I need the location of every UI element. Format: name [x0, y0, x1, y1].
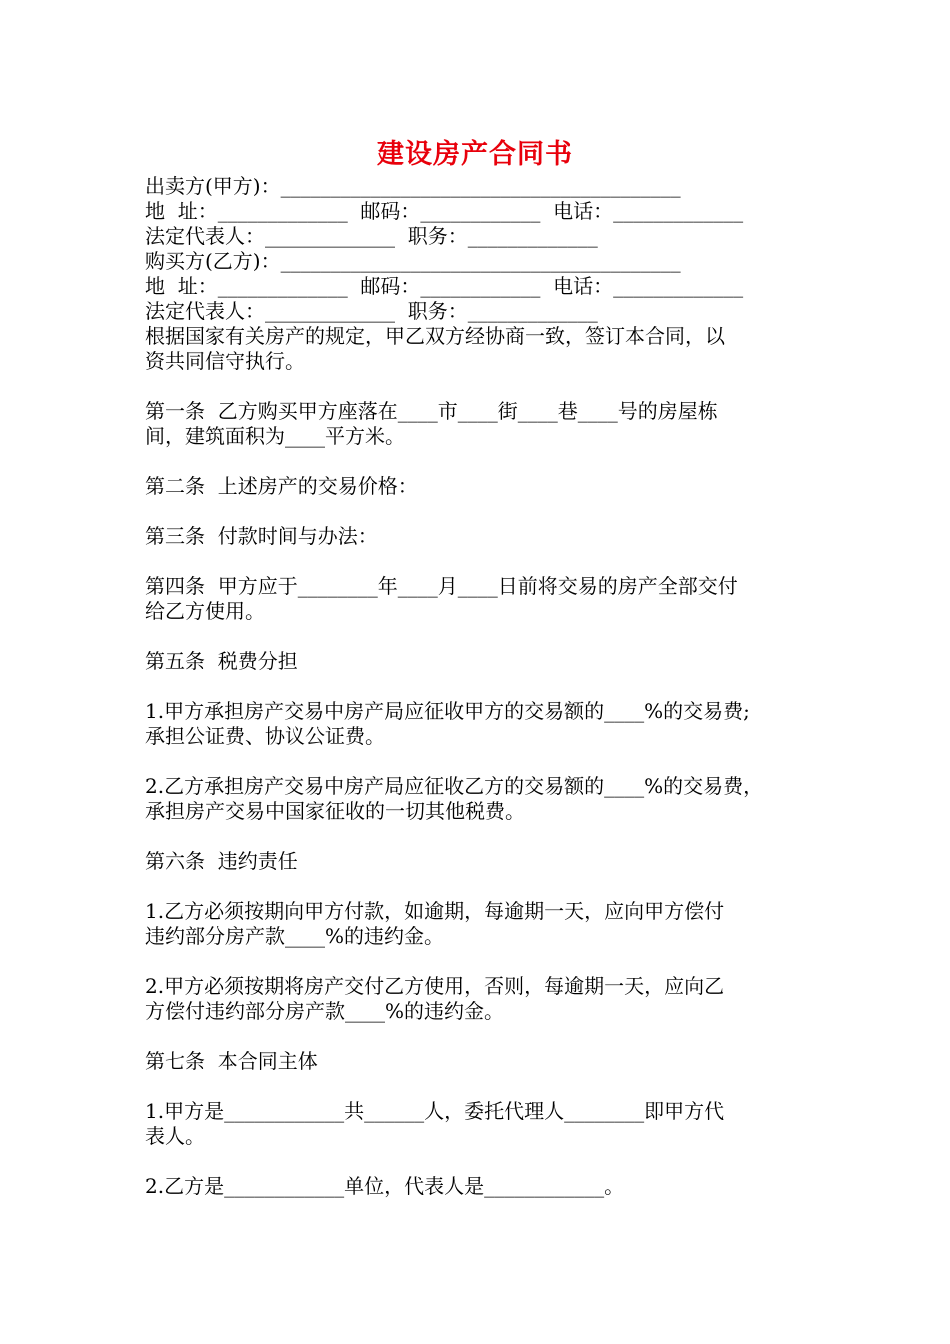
document-title: 建设房产合同书 [377, 139, 573, 170]
blank-line [145, 449, 825, 474]
text-line: 资共同信守执行。 [145, 349, 305, 373]
blank-line [145, 499, 825, 524]
text-line: 2.乙方是____________单位，代表人是____________。 [145, 1174, 625, 1198]
blank-line [145, 624, 825, 649]
text-line: 第七条 本合同主体 [145, 1049, 318, 1073]
blank-line [145, 749, 825, 774]
text-line: 根据国家有关房产的规定，甲乙双方经协商一致，签订本合同，以 [145, 324, 725, 348]
text-line: 第六条 违约责任 [145, 849, 298, 873]
blank-line [145, 824, 825, 849]
text-line: 地 址：_____________ 邮码：____________ 电话：_____________ [145, 274, 744, 298]
text-line: 第二条 上述房产的交易价格： [145, 474, 418, 498]
blank-line [145, 549, 825, 574]
text-line: 2.甲方必须按期将房产交付乙方使用，否则，每逾期一天，应向乙 [145, 974, 725, 998]
text-line: 1.甲方是____________共______人，委托代理人________即甲方代 [145, 1099, 725, 1123]
text-line: 承担房产交易中国家征收的一切其他税费。 [145, 799, 525, 823]
blank-line [145, 674, 825, 699]
blank-line [145, 874, 825, 899]
text-line: 给乙方使用。 [145, 599, 265, 623]
text-line: 1.甲方承担房产交易中房产局应征收甲方的交易额的____%的交易费; [145, 699, 750, 723]
text-line: 2.乙方承担房产交易中房产局应征收乙方的交易额的____%的交易费， [145, 774, 764, 798]
text-line: 第五条 税费分担 [145, 649, 298, 673]
blank-line [145, 374, 825, 399]
text-line: 法定代表人：_____________ 职务：_____________ [145, 224, 598, 248]
text-line: 地 址：_____________ 邮码：____________ 电话：_____________ [145, 199, 744, 223]
blank-line [145, 949, 825, 974]
text-line: 违约部分房产款____%的违约金。 [145, 924, 445, 948]
document-body [145, 174, 825, 1199]
text-line: 承担公证费、协议公证费。 [145, 724, 385, 748]
blank-line [145, 1149, 825, 1174]
text-line: 购买方(乙方)：________________________________________ [145, 249, 681, 273]
text-line: 间，建筑面积为____平方米。 [145, 424, 405, 448]
text-line: 1.乙方必须按期向甲方付款，如逾期，每逾期一天，应向甲方偿付 [145, 899, 725, 923]
text-line: 法定代表人：_____________ 职务：_____________ [145, 299, 598, 323]
text-line: 第四条 甲方应于________年____月____日前将交易的房产全部交付 [145, 574, 738, 598]
text-line: 出卖方(甲方)：________________________________________ [145, 174, 681, 198]
blank-line [145, 1074, 825, 1099]
text-line: 表人。 [145, 1124, 205, 1148]
text-line: 第三条 付款时间与办法： [145, 524, 378, 548]
text-line: 第一条 乙方购买甲方座落在____市____街____巷____号的房屋栋 [145, 399, 718, 423]
blank-line [145, 1024, 825, 1049]
text-line: 方偿付违约部分房产款____%的违约金。 [145, 999, 505, 1023]
